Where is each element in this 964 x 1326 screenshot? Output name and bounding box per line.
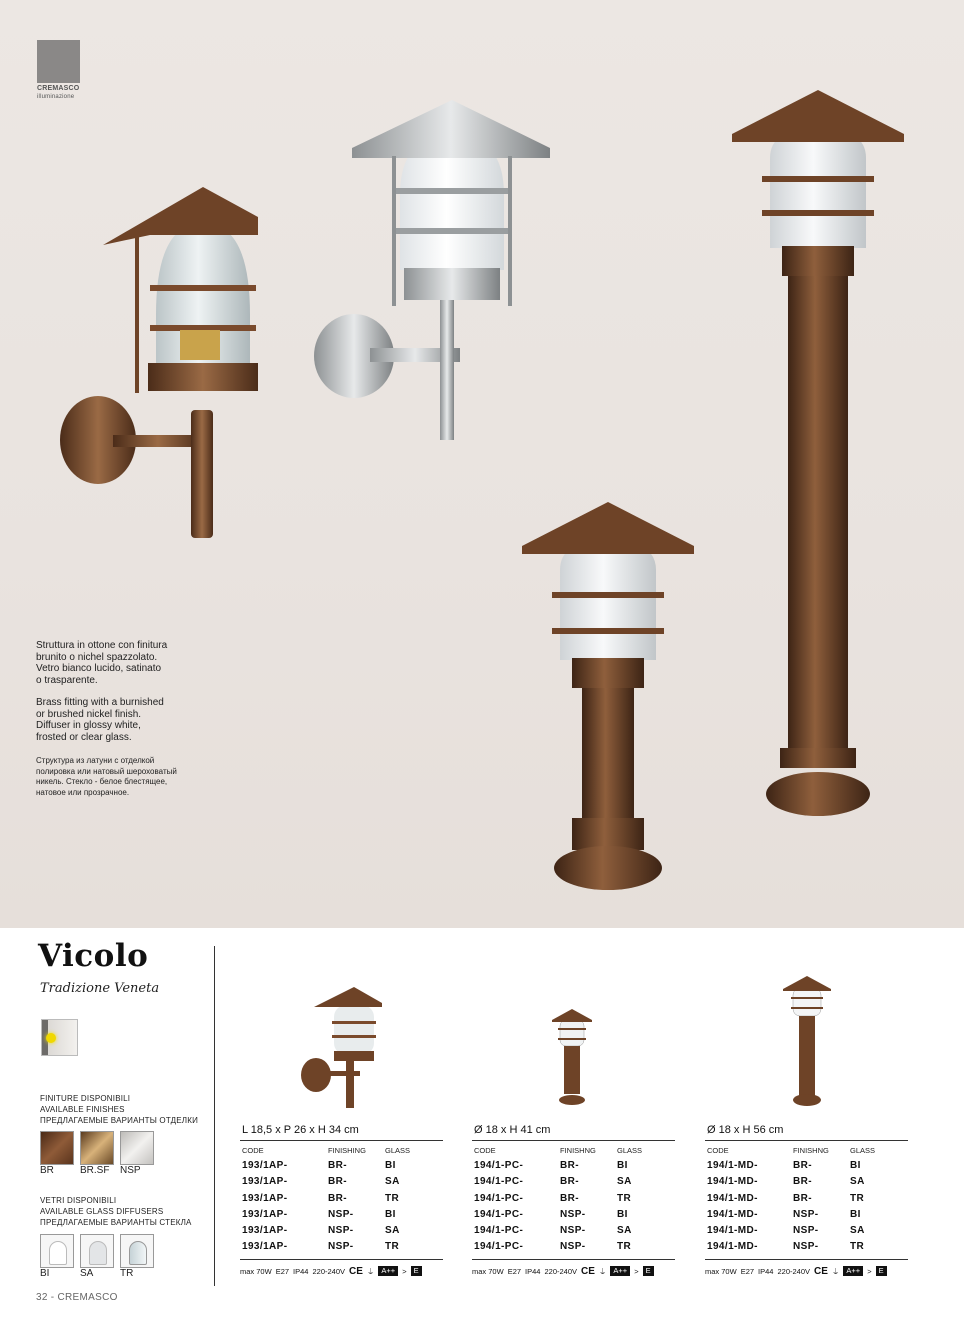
spec-voltage: 220-240V xyxy=(312,1266,346,1276)
glass-cell: BI xyxy=(617,1160,628,1171)
energy-arrow: > xyxy=(402,1266,407,1276)
finish-cell: BR- xyxy=(328,1192,347,1204)
description-russian xyxy=(36,756,236,798)
finish-label: BR.SF xyxy=(80,1165,110,1176)
divider xyxy=(240,1140,443,1141)
spec-socket: E27 xyxy=(275,1266,290,1276)
code-cell: 193/1AP- xyxy=(242,1176,288,1188)
glass-cell: BI xyxy=(385,1160,396,1171)
glass-cell: TR xyxy=(385,1241,400,1253)
finish-cell: BR- xyxy=(328,1160,347,1171)
spec-ip: IP44 xyxy=(293,1266,309,1276)
table-row xyxy=(705,1158,908,1174)
glass-swatch-bi xyxy=(40,1234,74,1268)
table-header-row xyxy=(472,1146,675,1158)
divider xyxy=(240,1259,443,1260)
column-header-finishing: FINISHNG xyxy=(793,1146,829,1155)
finish-cell: NSP- xyxy=(328,1225,354,1237)
divider xyxy=(472,1259,675,1260)
description-line: Struttura in ottone con finitura xyxy=(36,640,168,651)
product-thumb-wall-lamp xyxy=(300,985,384,1110)
table-row xyxy=(705,1174,908,1190)
brand-subtitle: illuminazione xyxy=(37,94,75,100)
divider xyxy=(705,1259,908,1260)
product-thumb-tall-bollard xyxy=(783,975,831,1107)
column-header-finishing: FINISHING xyxy=(328,1146,366,1155)
code-cell: 194/1-PC- xyxy=(474,1160,524,1171)
column-header-finishing: FINISHNG xyxy=(560,1146,596,1155)
table-row xyxy=(472,1207,675,1223)
finish-cell: BR- xyxy=(793,1160,812,1171)
brand-logo xyxy=(37,40,80,83)
table-row xyxy=(240,1223,443,1239)
glass-heading xyxy=(40,1195,192,1228)
glass-cell: TR xyxy=(850,1192,865,1204)
glass-swatch-sa xyxy=(80,1234,114,1268)
spec-voltage: 220-240V xyxy=(544,1266,578,1276)
table-row xyxy=(240,1191,443,1207)
description-line: полировка или натовый шероховатый xyxy=(36,766,177,776)
code-cell: 194/1-PC- xyxy=(474,1176,524,1188)
product-block-tall-bollard xyxy=(705,1124,908,1277)
spec-line xyxy=(240,1266,443,1277)
finishes-heading xyxy=(40,1093,198,1126)
table-row xyxy=(472,1223,675,1239)
code-cell: 194/1-MD- xyxy=(707,1225,758,1237)
spec-voltage: 220-240V xyxy=(777,1266,811,1276)
bollard-tall-image xyxy=(730,88,906,818)
glass-cell: SA xyxy=(617,1176,632,1188)
glass-heading-line: ПРЕДЛАГАЕМЫЕ ВАРИАНТЫ СТЕКЛА xyxy=(40,1218,192,1227)
code-cell: 193/1AP- xyxy=(242,1225,288,1237)
product-dimensions: L 18,5 x P 26 x H 34 cm xyxy=(242,1124,359,1136)
finish-swatch-br xyxy=(40,1131,74,1165)
energy-class-badge: A++ xyxy=(843,1266,863,1276)
product-thumb-short-bollard xyxy=(552,1008,592,1106)
wall-lamp-nickel-image xyxy=(312,100,552,450)
product-code-table xyxy=(240,1146,443,1256)
glass-labels xyxy=(40,1268,160,1279)
ground-symbol-icon: ⏚ xyxy=(831,1266,840,1276)
energy-class-badge: A++ xyxy=(610,1266,630,1276)
description-line: Diffuser in glossy white, xyxy=(36,720,141,731)
table-row xyxy=(472,1174,675,1190)
glass-cell: TR xyxy=(617,1241,632,1253)
ce-mark-icon: CE xyxy=(814,1265,828,1277)
column-header-code: CODE xyxy=(707,1146,729,1155)
description-line: Brass fitting with a burnished xyxy=(36,697,164,708)
product-code-table xyxy=(705,1146,908,1256)
product-block-wall-lamp xyxy=(240,1124,443,1277)
description-italian xyxy=(36,640,236,686)
column-header-glass: GLASS xyxy=(385,1146,411,1155)
description-english xyxy=(36,697,236,743)
wall-lamp-copper-image xyxy=(58,185,258,550)
table-row xyxy=(240,1207,443,1223)
column-header-glass: GLASS xyxy=(850,1146,876,1155)
energy-arrow: > xyxy=(634,1266,639,1276)
finish-cell: BR- xyxy=(560,1160,579,1171)
table-row xyxy=(240,1158,443,1174)
finish-cell: BR- xyxy=(328,1176,347,1188)
glass-label: SA xyxy=(80,1268,94,1279)
code-cell: 193/1AP- xyxy=(242,1208,288,1220)
glass-cell: BI xyxy=(617,1208,628,1220)
code-cell: 194/1-MD- xyxy=(707,1160,758,1171)
collection-title: Vicolo xyxy=(38,938,149,974)
finish-cell: NSP- xyxy=(328,1241,354,1253)
energy-arrow: > xyxy=(867,1266,872,1276)
finish-swatch-nsp xyxy=(120,1131,154,1165)
table-row xyxy=(472,1158,675,1174)
ground-symbol-icon: ⏚ xyxy=(366,1266,375,1276)
description-line: brunito o nichel spazzolato. xyxy=(36,651,158,663)
glass-cell: BI xyxy=(385,1208,396,1220)
finish-cell: BR- xyxy=(793,1192,812,1204)
section-divider xyxy=(214,946,215,1286)
table-row xyxy=(705,1207,908,1223)
code-cell: 194/1-MD- xyxy=(707,1176,758,1188)
description-line: натовое или прозрачное. xyxy=(36,787,130,797)
finish-cell: NSP- xyxy=(793,1225,819,1237)
energy-class-max-badge: E xyxy=(411,1266,422,1276)
glass-heading-line: VETRI DISPONIBILI xyxy=(40,1196,117,1205)
description-line: Структура из латуни с отделкой xyxy=(36,756,155,765)
code-cell: 193/1AP- xyxy=(242,1192,288,1204)
code-cell: 194/1-MD- xyxy=(707,1241,758,1253)
spec-line xyxy=(705,1266,908,1277)
glass-swatch-tr xyxy=(120,1234,154,1268)
description-line: o trasparente. xyxy=(36,674,98,686)
column-header-code: CODE xyxy=(242,1146,264,1155)
divider xyxy=(472,1140,675,1141)
table-row xyxy=(472,1239,675,1255)
brand-name: CREMASCO xyxy=(37,85,80,92)
finish-labels xyxy=(40,1165,160,1176)
glass-heading-line: AVAILABLE GLASS DIFFUSERS xyxy=(40,1207,164,1216)
code-cell: 193/1AP- xyxy=(242,1241,288,1253)
spec-power: max 70W xyxy=(240,1266,272,1276)
light-dot-icon xyxy=(46,1033,56,1043)
product-block-short-bollard xyxy=(472,1124,675,1277)
glass-cell: BI xyxy=(850,1160,861,1171)
glass-label: BI xyxy=(40,1268,50,1279)
column-header-code: CODE xyxy=(474,1146,496,1155)
code-cell: 194/1-MD- xyxy=(707,1192,758,1204)
glass-label: TR xyxy=(120,1268,134,1279)
glass-cell: SA xyxy=(850,1176,865,1188)
finish-label: BR xyxy=(40,1165,54,1176)
finishes-heading-line: FINITURE DISPONIBILI xyxy=(40,1094,131,1103)
code-cell: 193/1AP- xyxy=(242,1160,288,1171)
ce-mark-icon: CE xyxy=(581,1265,595,1277)
glass-cell: TR xyxy=(617,1192,632,1204)
code-cell: 194/1-PC- xyxy=(474,1192,524,1204)
product-dimensions: Ø 18 x H 56 cm xyxy=(707,1124,784,1136)
glass-cell: SA xyxy=(385,1225,400,1237)
energy-class-badge: A++ xyxy=(378,1266,398,1276)
finish-cell: NSP- xyxy=(560,1241,586,1253)
glass-cell: SA xyxy=(617,1225,632,1237)
spec-power: max 70W xyxy=(705,1266,737,1276)
code-cell: 194/1-MD- xyxy=(707,1208,758,1220)
table-header-row xyxy=(240,1146,443,1158)
collection-icon xyxy=(41,1019,78,1056)
description-line: Vetro bianco lucido, satinato xyxy=(36,663,162,674)
glass-cell: BI xyxy=(850,1208,861,1220)
finish-cell: BR- xyxy=(560,1176,579,1188)
table-row xyxy=(705,1239,908,1255)
table-row xyxy=(472,1191,675,1207)
finishes-heading-line: ПРЕДЛАГАЕМЫЕ ВАРИАНТЫ ОТДЕЛКИ xyxy=(40,1116,199,1125)
spec-socket: E27 xyxy=(740,1266,755,1276)
page-footer: 32 - CREMASCO xyxy=(36,1292,118,1303)
table-row xyxy=(240,1174,443,1190)
product-code-table xyxy=(472,1146,675,1256)
finish-cell: NSP- xyxy=(793,1241,819,1253)
code-cell: 194/1-PC- xyxy=(474,1241,524,1253)
energy-class-max-badge: E xyxy=(876,1266,887,1276)
table-row xyxy=(705,1191,908,1207)
spec-ip: IP44 xyxy=(758,1266,774,1276)
ce-mark-icon: CE xyxy=(349,1265,363,1277)
glass-cell: SA xyxy=(850,1225,865,1237)
finish-swatch-brsf xyxy=(80,1131,114,1165)
spec-power: max 70W xyxy=(472,1266,504,1276)
product-dimensions: Ø 18 x H 41 cm xyxy=(474,1124,551,1136)
divider xyxy=(705,1140,908,1141)
collection-subtitle: Tradizione Veneta xyxy=(40,981,160,996)
finish-cell: NSP- xyxy=(560,1208,586,1220)
finish-cell: BR- xyxy=(560,1192,579,1204)
table-row xyxy=(240,1239,443,1255)
energy-class-max-badge: E xyxy=(643,1266,654,1276)
description-line: никель. Стекло - белое блестящее, xyxy=(36,777,168,786)
finish-swatches xyxy=(40,1131,154,1165)
column-header-glass: GLASS xyxy=(617,1146,643,1155)
spec-ip: IP44 xyxy=(525,1266,541,1276)
finish-cell: NSP- xyxy=(328,1208,354,1220)
glass-cell: SA xyxy=(385,1176,400,1188)
code-cell: 194/1-PC- xyxy=(474,1208,524,1220)
description-line: frosted or clear glass. xyxy=(36,731,132,743)
ground-symbol-icon: ⏚ xyxy=(598,1266,607,1276)
code-cell: 194/1-PC- xyxy=(474,1225,524,1237)
finishes-heading-line: AVAILABLE FINISHES xyxy=(40,1105,125,1114)
finish-label: NSP xyxy=(120,1165,141,1176)
spec-line xyxy=(472,1266,675,1277)
glass-cell: TR xyxy=(850,1241,865,1253)
finish-cell: BR- xyxy=(793,1176,812,1188)
table-header-row xyxy=(705,1146,908,1158)
finish-cell: NSP- xyxy=(793,1208,819,1220)
table-row xyxy=(705,1223,908,1239)
finish-cell: NSP- xyxy=(560,1225,586,1237)
glass-cell: TR xyxy=(385,1192,400,1204)
brand-logo-text xyxy=(37,85,79,101)
spec-socket: E27 xyxy=(507,1266,522,1276)
bollard-short-image xyxy=(520,500,696,895)
description-line: or brushed nickel finish. xyxy=(36,708,142,720)
glass-swatches xyxy=(40,1234,154,1268)
